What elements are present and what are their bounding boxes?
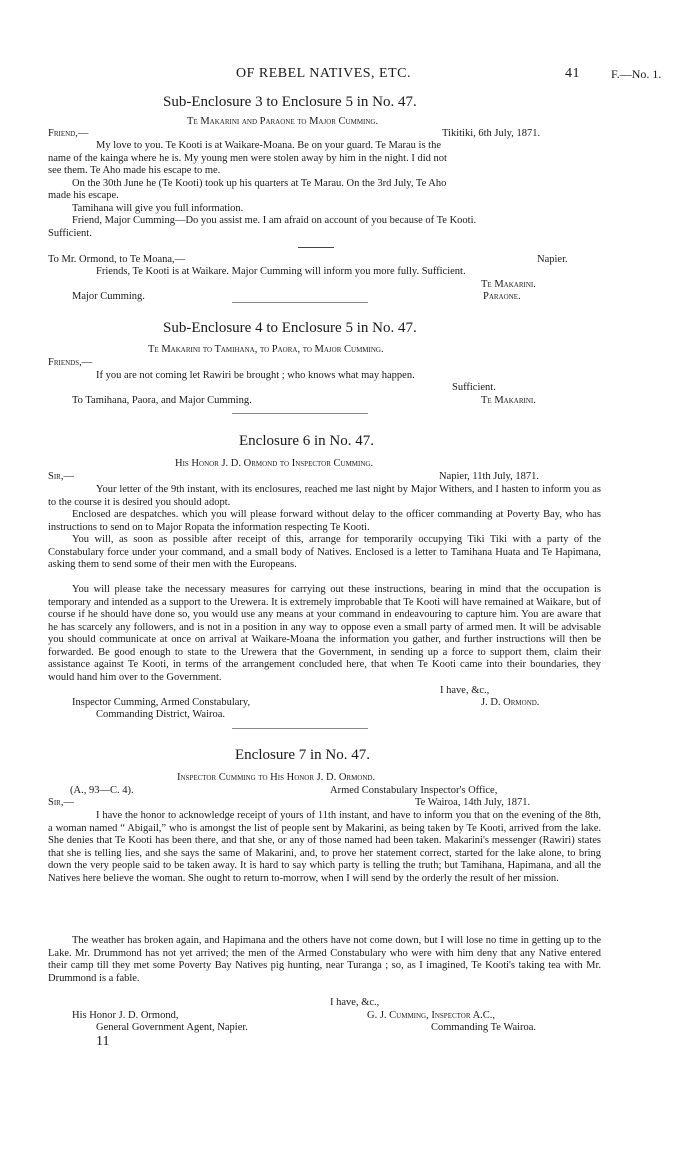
sub3-signature-paraone: Paraone.	[483, 291, 521, 302]
sub3-text-line: made his escape.	[48, 190, 119, 201]
running-head-title: OF REBEL NATIVES, ETC.	[236, 66, 411, 81]
enclosure-6-heading: Enclosure 6 in No. 47.	[239, 433, 374, 449]
enc6-addressee: Inspector Cumming, Armed Constabulary,	[72, 697, 251, 708]
enc7-paragraph: I have the honor to acknowledge receipt of yours of 11th instant, and have to inform you that on the evening of the 8th, a woman named “ Abigail,” who is amongst the list of people sent by Makarini, as being taken by Te Kooti, arrived from the lake. She denies that Te Kooti has been there, and that she, or any of those named had been taken. Makarini's messenger (Rawiri) states that she is telling lies, and she says the same of Makarini, and, to prove her statement correct, started for the lake alone, to bring down the very people said to be taken away. It is hard to say which party is telling the truth; but Tamihana, Hapimana, and all the Natives here believe the woman. She ought to return to-morrow, when I will send by the orderly the result of her mission.	[48, 810, 601, 884]
enc7-reference: (A., 93—C. 4).	[70, 785, 134, 796]
sub-enclosure-3-subheading: Te Makarini and Paraone to Major Cumming.	[187, 116, 379, 127]
enc7-office: Armed Constabulary Inspector's Office,	[330, 785, 498, 796]
divider	[232, 302, 368, 303]
enc7-commanding: Commanding Te Wairoa.	[431, 1022, 537, 1033]
sub3-addressee: Major Cumming.	[72, 291, 145, 302]
enclosure-7-heading: Enclosure 7 in No. 47.	[235, 747, 370, 763]
sub3-text-line: On the 30th June he (Te Kooti) took up his quarters at Te Marau. On the 3rd July, Te Aho	[72, 178, 447, 189]
sub3-text-line: Sufficient.	[48, 228, 92, 239]
enc7-paragraph: The weather has broken again, and Hapimana and the others have not come down, but I will lose no time in getting up to the Lake. Mr. Drummond has not yet arrived; the men of the Armed Constabulary who were with him deny that any Native entered their camp till they met some Poverty Bay Natives pig hunting, near Turanga ; so, as I imagined, Te Kooti's taking tea with Mr. Drummond is a fable.	[48, 935, 601, 984]
divider-short	[298, 247, 334, 248]
enc6-paragraph: Your letter of the 9th instant, with its enclosures, reached me last night by Major Withers, and I hasten to inform you as to the course it is desired you should adopt.	[48, 484, 601, 508]
sub3-body: Friends, Te Kooti is at Waikare. Major Cumming will inform you more fully. Sufficient.	[96, 266, 466, 277]
sub3-text-line: Friend, Major Cumming—Do you assist me. I am afraid on account of you because of Te Kooti.	[72, 215, 477, 226]
signature-mark: 11	[96, 1034, 110, 1049]
paper-reference: F.—No. 1.	[611, 67, 662, 81]
enc6-place-date: Napier, 11th July, 1871.	[439, 471, 539, 482]
enc6-closing: I have, &c.,	[440, 685, 490, 696]
enc6-paragraph: You will please take the necessary measures for carrying out these instructions, bearing in mind that the occupation is temporary and intended as a support to the Urewera. It is extremely improbable that Te Kooti will have remained at Waikare, but of course if he should have done so, you would use any means at your command in endeavouring to capture him. You are aware that he has scarcely any followers, and is not in a position in any way to oppose even a small party of armed men. It will be advisable you should communicate at once on arrival at Waikare-Moana the information you gather, and further instructions will then be forwarded. Be good enough to state to the Urewera that the Government, in sending up a force to support them, claim their assistance against Te Kooti, in terms of the arrangement concluded here, that when Te Kooti came into their boundaries, they would hand him over to the Government.	[48, 584, 601, 683]
enc6-paragraph: You will, as soon as possible after receipt of this, arrange for temporarily occupying Tiki Tiki with a party of the Constabulary force under your command, and a small body of Natives. Enclosed is a letter to Tamihana Huata and Te Hapimana, asking them to send some of their men with the Europeans.	[48, 534, 601, 570]
enc7-signature: G. J. Cumming, Inspector A.C.,	[367, 1010, 496, 1021]
sub4-addressee: To Tamihana, Paora, and Major Cumming.	[72, 395, 252, 406]
sub-enclosure-3-heading: Sub-Enclosure 3 to Enclosure 5 in No. 47.	[163, 94, 417, 110]
sub3-signature-makarini: Te Makarini.	[481, 279, 536, 290]
divider	[232, 413, 368, 414]
enc7-addressee: His Honor J. D. Ormond,	[72, 1010, 179, 1021]
page-number: 41	[565, 66, 580, 81]
enc7-salutation: Sir,—	[48, 797, 74, 808]
enc6-paragraph: Enclosed are despatches. which you will please forward without delay to the officer commanding at Poverty Bay, who has instructions to send on to Major Ropata the information respecting Te Kooti.	[48, 509, 601, 533]
sub3-text-line: Tamihana will give you full information.	[72, 203, 244, 214]
enc6-signature: J. D. Ormond.	[481, 697, 540, 708]
enc6-addressee: Commanding District, Wairoa.	[96, 709, 226, 720]
sub3-text-line: name of the kainga where he is. My young men were stolen away by him in the night. I did not	[48, 153, 447, 164]
sub3-place-date: Tikitiki, 6th July, 1871.	[442, 128, 541, 139]
enclosure-6-subheading: His Honor J. D. Ormond to Inspector Cumming.	[175, 458, 374, 469]
enc7-place-date: Te Wairoa, 14th July, 1871.	[415, 797, 531, 808]
sub3-to-text: To Mr. Ormond, to Te Moana,—	[48, 254, 186, 265]
sub3-to-line	[48, 254, 185, 267]
enclosure-7-subheading: Inspector Cumming to His Honor J. D. Ormond.	[177, 772, 376, 783]
enc7-addressee: General Government Agent, Napier.	[96, 1022, 248, 1033]
sub4-sufficient: Sufficient.	[452, 382, 496, 393]
sub3-salutation: Friend,—	[48, 128, 89, 139]
sub4-body: If you are not coming let Rawiri be brought ; who knows what may happen.	[96, 370, 415, 381]
sub4-salutation: Friends,—	[48, 357, 93, 368]
sub-enclosure-4-heading: Sub-Enclosure 4 to Enclosure 5 in No. 47.	[163, 320, 417, 336]
enc6-salutation: Sir,—	[48, 471, 74, 482]
sub4-signature: Te Makarini.	[481, 395, 536, 406]
divider	[232, 728, 368, 729]
sub3-napier: Napier.	[537, 254, 568, 265]
sub3-text-line: see them. Te Aho made his escape to me.	[48, 165, 221, 176]
sub-enclosure-4-subheading: Te Makarini to Tamihana, to Paora, to Major Cumming.	[148, 344, 384, 355]
sub3-text-line: My love to you. Te Kooti is at Waikare-Moana. Be on your guard. Te Marau is the	[96, 140, 441, 151]
enc7-closing: I have, &c.,	[330, 997, 380, 1008]
